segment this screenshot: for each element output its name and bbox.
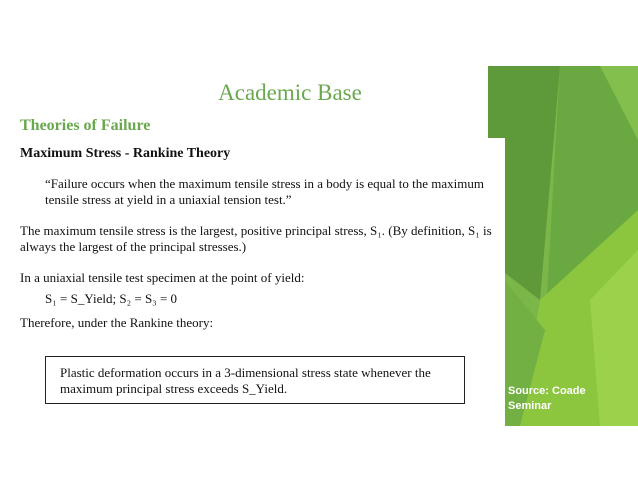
slide-title: Academic Base bbox=[218, 80, 362, 105]
stress-equation: S₁ = S_Yield; S₂ = S₃ = 0 bbox=[45, 291, 178, 306]
plastic-deformation-box: Plastic deformation occurs in a 3-dimensional stress state whenever the maximum principal stress exceeds S_Yield. bbox=[45, 356, 465, 404]
theory-heading: Maximum Stress - Rankine Theory bbox=[20, 146, 231, 161]
slide-subtitle: Theories of Failure bbox=[20, 117, 151, 134]
content-image bbox=[0, 138, 505, 426]
source-caption: Source: Coade Seminar bbox=[508, 385, 586, 412]
principal-stress-paragraph: The maximum tensile stress is the largest, positive principal stress, S₁. (By definition, S₁ is always the largest of the principal stresses.) bbox=[20, 223, 492, 254]
failure-quote: “Failure occurs when the maximum tensile stress in a body is equal to the maximum tensile stress at yield in a uniaxial tension test.” bbox=[45, 176, 485, 207]
yield-point-text: In a uniaxial tensile test specimen at the point of yield: bbox=[20, 270, 305, 285]
therefore-text: Therefore, under the Rankine theory: bbox=[20, 315, 214, 330]
